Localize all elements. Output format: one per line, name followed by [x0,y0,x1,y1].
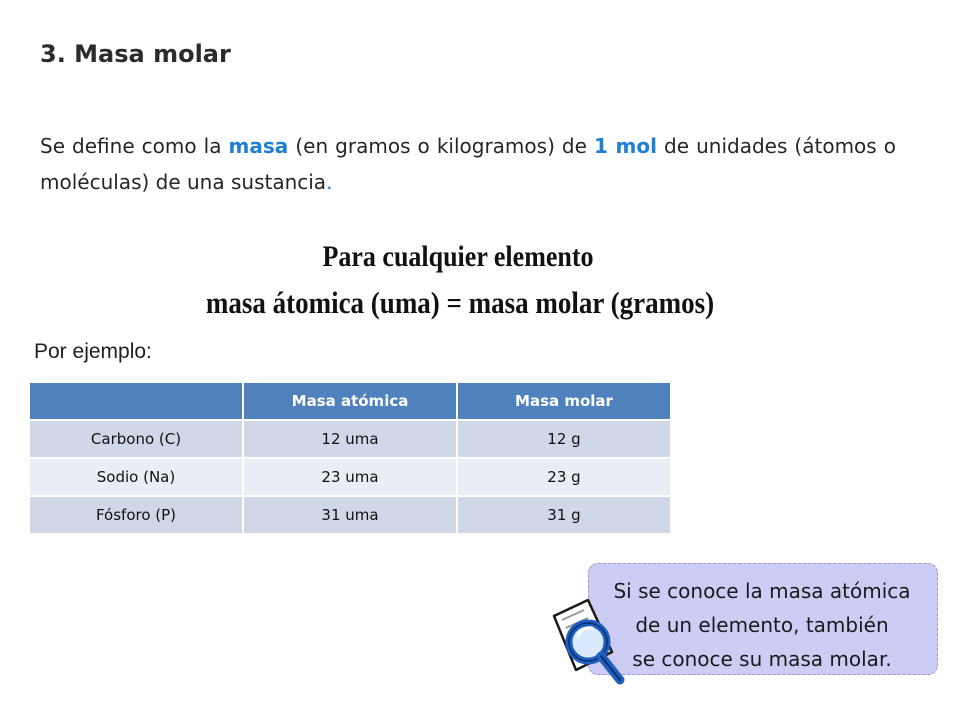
table-cell: Sodio (Na) [30,458,243,496]
table-cell: 12 uma [243,420,457,458]
table-cell: 31 uma [243,496,457,534]
example-label: Por ejemplo: [34,340,152,363]
definition-text-3: de unidades (átomos o moléculas) de una sustancia [40,134,896,194]
note-line: se conoce su masa molar. [632,647,892,671]
table-header-cell: Masa molar [457,383,671,420]
table-row [30,496,671,534]
page-title: 3. Masa molar [40,40,231,68]
note-text [592,574,932,676]
table-cell: 12 g [457,420,671,458]
definition-text-1: Se define como la [40,134,229,158]
table-cell: Carbono (C) [30,420,243,458]
note-line: Si se conoce la masa atómica [613,579,911,603]
definition-paragraph [40,128,896,200]
definition-end: . [326,170,333,194]
table-cell: 31 g [457,496,671,534]
table-header-row [30,383,671,420]
table-row [30,458,671,496]
table-header-cell: Masa atómica [243,383,457,420]
formula-equation: masa átomica (uma) = masa molar (gramos) [205,286,715,320]
note-line: de un elemento, también [635,613,889,637]
definition-text-2: (en gramos o kilogramos) de [288,134,594,158]
table-cell: 23 uma [243,458,457,496]
table-row [30,420,671,458]
molar-mass-table [30,383,672,535]
magnifier-document-icon [548,598,628,694]
definition-highlight-mol: 1 mol [593,134,657,158]
definition-highlight-masa: masa [228,134,289,158]
formula-title: Para cualquier elemento [322,240,594,273]
table-header-cell [30,383,243,420]
table-cell: 23 g [457,458,671,496]
table-cell: Fósforo (P) [30,496,243,534]
